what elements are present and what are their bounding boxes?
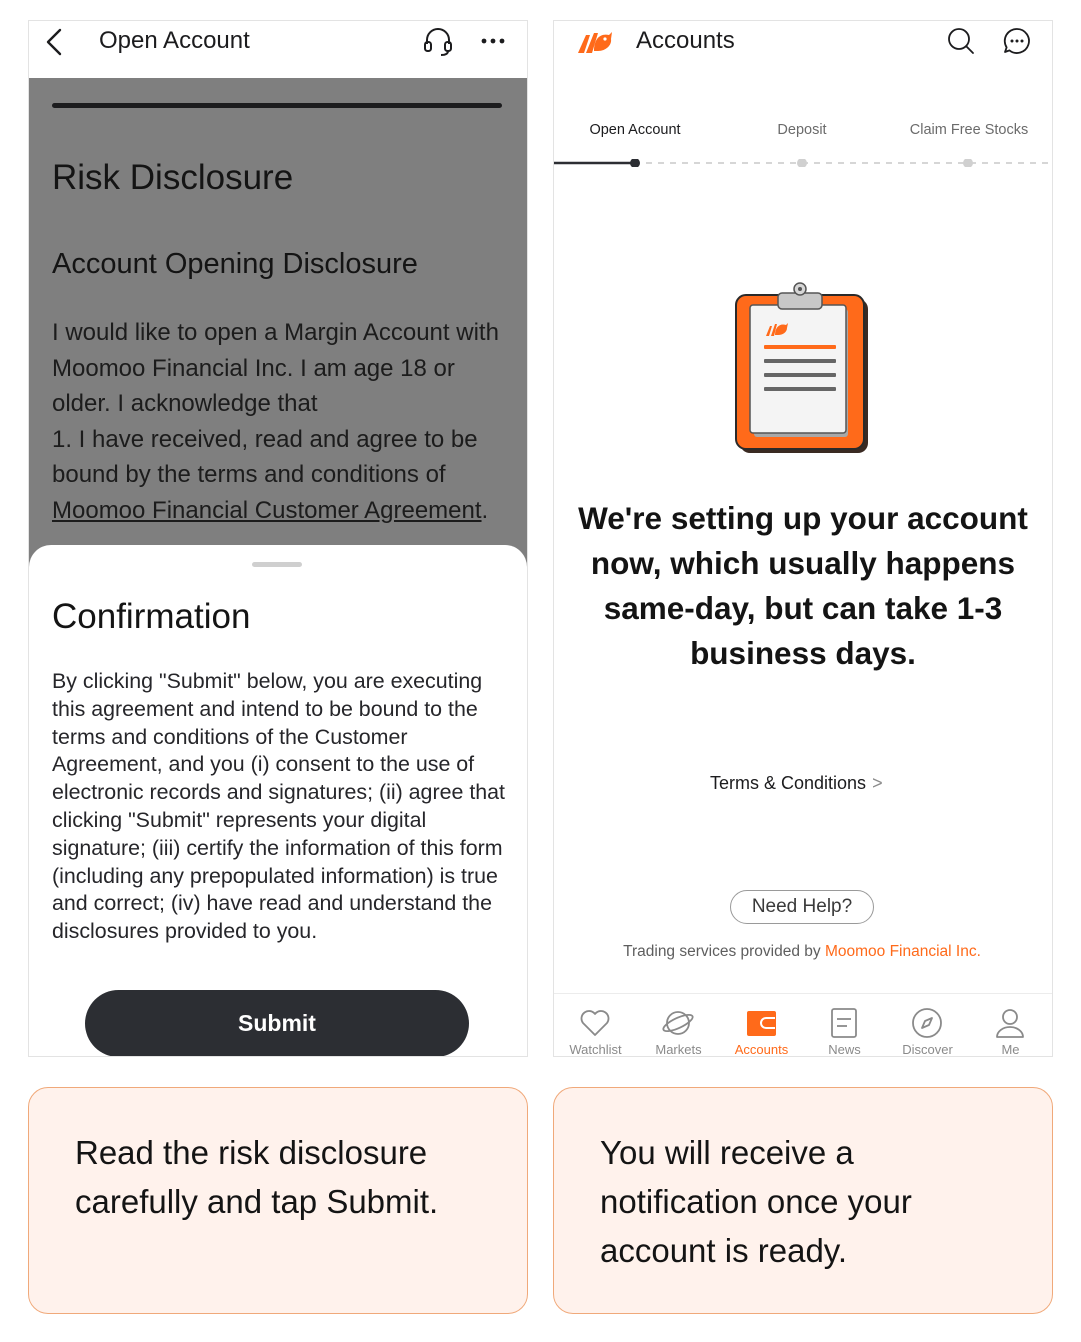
page-title: Open Account xyxy=(99,27,250,54)
tab-label: Watchlist xyxy=(569,1042,622,1057)
step-open-account: Open Account xyxy=(589,122,681,138)
tab-accounts[interactable] xyxy=(720,994,803,1057)
tab-me[interactable] xyxy=(969,994,1052,1057)
tab-label: Discover xyxy=(902,1042,953,1057)
accounts-screen xyxy=(553,20,1053,1057)
caption-card-left xyxy=(28,1087,528,1314)
tab-label: Markets xyxy=(655,1042,702,1057)
top-bar xyxy=(29,21,527,78)
tab-label: Accounts xyxy=(734,1042,789,1057)
reading-progress-bar xyxy=(52,103,502,108)
wallet-icon xyxy=(744,1006,778,1040)
terms-and-conditions-link[interactable] xyxy=(710,773,883,794)
provider-note xyxy=(554,943,1050,961)
open-account-screen xyxy=(28,20,528,1057)
caption-text-right: You will receive a notification once your account is ready. xyxy=(600,1134,912,1269)
sheet-grabber[interactable] xyxy=(252,562,302,567)
tab-watchlist[interactable] xyxy=(554,994,637,1057)
compass-icon xyxy=(910,1006,944,1040)
tab-news[interactable] xyxy=(803,994,886,1057)
risk-disclosure-heading: Risk Disclosure xyxy=(52,158,294,197)
moomoo-logo-icon xyxy=(576,29,614,55)
tab-label: News xyxy=(828,1042,861,1057)
confirmation-heading: Confirmation xyxy=(52,597,251,636)
terms-label: Terms & Conditions xyxy=(710,773,867,793)
confirmation-body: By clicking "Submit" below, you are executing this agreement and intend to be bound to the terms and conditions of the Customer Agreement, and you (i) consent to the use of electronic records and signatures; (ii) agree that clicking "Submit" represents your digital signature; (iii) certify the information of this form (including any prepopulated information) is true and correct; (iv) have read and understand the disclosures provided to you. xyxy=(52,669,505,944)
search-icon[interactable] xyxy=(946,26,976,56)
caption-text-left: Read the risk disclosure carefully and tap Submit. xyxy=(75,1134,439,1220)
provider-prefix: Trading services provided by xyxy=(623,943,825,960)
top-bar xyxy=(554,21,1052,78)
disclosure-body xyxy=(52,315,512,528)
need-help-button[interactable]: Need Help? xyxy=(730,890,874,924)
tab-label: Me xyxy=(1001,1042,1020,1057)
tab-markets[interactable] xyxy=(637,994,720,1057)
bottom-tab-bar xyxy=(554,993,1052,1057)
heart-icon xyxy=(578,1006,612,1040)
customer-agreement-link[interactable]: Moomoo Financial Customer Agreement xyxy=(52,496,482,524)
page-title: Accounts xyxy=(636,27,735,54)
clipboard-illustration-icon xyxy=(732,281,872,457)
onboarding-step-track xyxy=(554,159,1053,167)
chat-bubble-icon[interactable] xyxy=(1002,26,1032,56)
back-arrow-icon[interactable] xyxy=(41,26,69,58)
moomoo-financial-link[interactable]: Moomoo Financial Inc. xyxy=(824,943,981,960)
submit-button[interactable]: Submit xyxy=(85,990,469,1057)
step-claim-free-stocks: Claim Free Stocks xyxy=(909,122,1029,138)
disclosure-item-1-text: 1. I have received, read and agree to be bound by the terms and conditions of xyxy=(52,425,478,488)
chevron-right-icon: > xyxy=(872,773,883,793)
step-deposit: Deposit xyxy=(777,122,827,138)
tab-discover[interactable] xyxy=(886,994,969,1057)
disclosure-paragraph: I would like to open a Margin Account with Moomoo Financial Inc. I am age 18 or older. I acknowledge that xyxy=(52,319,499,417)
headset-icon[interactable] xyxy=(421,25,455,59)
disclosure-item-1 xyxy=(52,422,512,529)
news-icon xyxy=(827,1006,861,1040)
setup-message: We're setting up your account now, which usually happens same-day, but can take 1-3 business days. xyxy=(578,500,1028,671)
disclosure-item-1-end: . xyxy=(481,496,489,524)
more-icon[interactable] xyxy=(479,29,507,53)
person-icon xyxy=(993,1006,1027,1040)
caption-card-right xyxy=(553,1087,1053,1314)
disclosure-document xyxy=(29,78,527,568)
planet-icon xyxy=(661,1006,695,1040)
account-opening-heading: Account Opening Disclosure xyxy=(52,248,418,280)
confirmation-sheet xyxy=(29,545,527,1057)
